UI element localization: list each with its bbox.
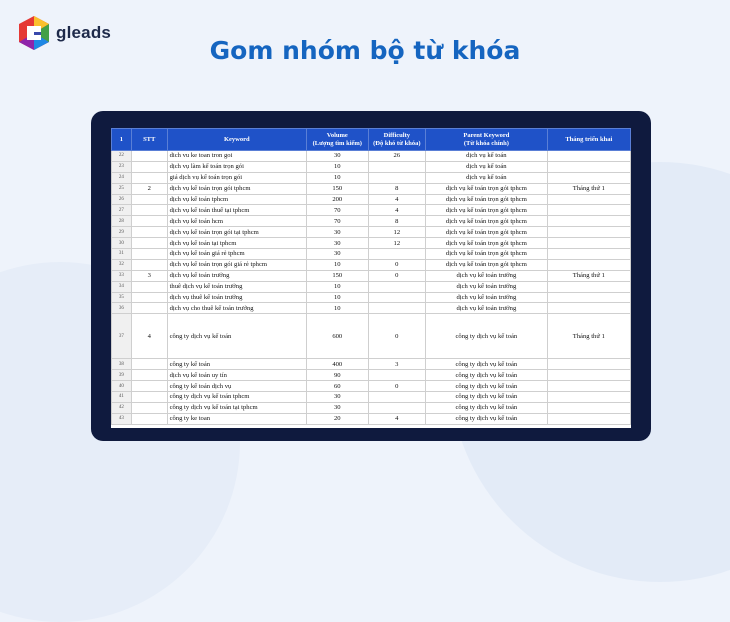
stt-cell[interactable] — [131, 205, 167, 216]
table-row — [112, 161, 631, 172]
volume-cell[interactable]: 200 — [307, 194, 368, 205]
month-cell[interactable] — [547, 381, 630, 392]
keyword-cell[interactable]: thuê dịch vụ kế toán trưởng — [167, 281, 306, 292]
keyword-cell[interactable]: công ty dịch vụ kế toán tphcm — [167, 392, 306, 403]
row-number-cell[interactable]: 22 — [112, 151, 132, 162]
volume-cell[interactable]: 90 — [307, 370, 368, 381]
month-cell[interactable] — [547, 359, 630, 370]
header-keyword[interactable]: Keyword — [167, 129, 306, 151]
header-volume[interactable] — [307, 129, 368, 151]
table-row — [112, 270, 631, 281]
difficulty-cell[interactable] — [368, 402, 426, 413]
difficulty-cell[interactable] — [368, 370, 426, 381]
keyword-cell[interactable]: dịch vụ kế toán trọn gói tphcm — [167, 183, 306, 194]
parent-keyword-cell[interactable]: dịch vụ kế toán trưởng — [426, 270, 547, 281]
parent-keyword-cell[interactable]: dịch vụ kế toán trọn gói tphcm — [426, 249, 547, 260]
month-cell[interactable]: Tháng thứ 1 — [547, 314, 630, 359]
difficulty-cell[interactable]: 0 — [368, 314, 426, 359]
volume-cell[interactable]: 150 — [307, 270, 368, 281]
parent-keyword-cell[interactable]: công ty dịch vụ kế toán — [426, 370, 547, 381]
keyword-cell[interactable]: dịch vụ cho thuê kế toán trưởng — [167, 303, 306, 314]
volume-cell[interactable]: 30 — [307, 402, 368, 413]
volume-cell[interactable]: 70 — [307, 205, 368, 216]
table-row — [112, 303, 631, 314]
row-number-cell[interactable]: 31 — [112, 249, 132, 260]
keyword-cell[interactable]: công ty dịch vụ kế toán — [167, 314, 306, 359]
table-row — [112, 259, 631, 270]
stt-cell[interactable] — [131, 381, 167, 392]
parent-keyword-cell[interactable]: công ty dịch vụ kế toán — [426, 381, 547, 392]
parent-keyword-cell[interactable]: dịch vụ kế toán trọn gói tphcm — [426, 259, 547, 270]
month-cell[interactable] — [547, 161, 630, 172]
month-cell[interactable] — [547, 238, 630, 249]
stt-cell[interactable] — [131, 370, 167, 381]
row-number-cell[interactable]: 39 — [112, 370, 132, 381]
stt-cell[interactable] — [131, 281, 167, 292]
difficulty-cell[interactable]: 0 — [368, 381, 426, 392]
row-number-cell[interactable]: 32 — [112, 259, 132, 270]
parent-keyword-cell[interactable]: dịch vụ kế toán trọn gói tphcm — [426, 194, 547, 205]
month-cell[interactable] — [547, 402, 630, 413]
stt-cell[interactable] — [131, 249, 167, 260]
row-number-cell[interactable]: 42 — [112, 402, 132, 413]
volume-cell[interactable]: 10 — [307, 292, 368, 303]
header-parent-keyword[interactable] — [426, 129, 547, 151]
stt-cell[interactable] — [131, 238, 167, 249]
stt-cell[interactable] — [131, 303, 167, 314]
row-number-cell[interactable]: 38 — [112, 359, 132, 370]
volume-cell[interactable]: 10 — [307, 303, 368, 314]
parent-keyword-cell[interactable]: dịch vụ kế toán trọn gói tphcm — [426, 183, 547, 194]
row-number-cell[interactable]: 36 — [112, 303, 132, 314]
table-row — [112, 172, 631, 183]
difficulty-cell[interactable] — [368, 249, 426, 260]
row-number-cell[interactable]: 30 — [112, 238, 132, 249]
month-cell[interactable] — [547, 281, 630, 292]
volume-cell[interactable]: 10 — [307, 259, 368, 270]
parent-keyword-cell[interactable]: dịch vụ kế toán — [426, 161, 547, 172]
difficulty-cell[interactable]: 12 — [368, 227, 426, 238]
month-cell[interactable] — [547, 392, 630, 403]
keyword-cell[interactable]: dịch vụ thuê kế toán trưởng — [167, 292, 306, 303]
table-row — [112, 402, 631, 413]
parent-keyword-cell[interactable]: dịch vụ kế toán — [426, 151, 547, 162]
volume-cell[interactable]: 10 — [307, 161, 368, 172]
volume-cell[interactable]: 60 — [307, 381, 368, 392]
row-number-cell[interactable]: 34 — [112, 281, 132, 292]
keyword-cell[interactable]: công ty dịch vụ kế toán tại tphcm — [167, 402, 306, 413]
table-row — [112, 413, 631, 424]
table-row — [112, 370, 631, 381]
row-number-cell[interactable]: 33 — [112, 270, 132, 281]
difficulty-cell[interactable] — [368, 303, 426, 314]
difficulty-cell[interactable]: 3 — [368, 359, 426, 370]
parent-keyword-cell[interactable]: công ty dịch vụ kế toán — [426, 413, 547, 424]
row-number-cell[interactable]: 35 — [112, 292, 132, 303]
parent-keyword-cell[interactable]: dịch vụ kế toán trọn gói tphcm — [426, 216, 547, 227]
volume-cell[interactable]: 70 — [307, 216, 368, 227]
parent-keyword-cell[interactable]: dịch vụ kế toán trọn gói tphcm — [426, 238, 547, 249]
laptop-frame — [91, 111, 651, 441]
difficulty-cell[interactable]: 0 — [368, 259, 426, 270]
keyword-cell[interactable]: công ty ke toan — [167, 413, 306, 424]
stt-cell[interactable] — [131, 216, 167, 227]
page-title: Gom nhóm bộ từ khóa — [209, 36, 521, 65]
keyword-cell[interactable]: dịch vụ kế toán thuế tại tphcm — [167, 205, 306, 216]
parent-keyword-cell[interactable]: dịch vụ kế toán trưởng — [426, 281, 547, 292]
table-row — [112, 151, 631, 162]
keyword-cell[interactable]: dịch vụ kế toán trưởng — [167, 270, 306, 281]
table-row — [112, 359, 631, 370]
difficulty-cell[interactable]: 26 — [368, 151, 426, 162]
parent-keyword-cell[interactable]: dịch vụ kế toán trưởng — [426, 292, 547, 303]
table-row — [112, 205, 631, 216]
month-cell[interactable] — [547, 303, 630, 314]
keyword-cell[interactable]: giá dịch vụ kế toán trọn gói — [167, 172, 306, 183]
row-number-cell[interactable]: 24 — [112, 172, 132, 183]
parent-keyword-cell[interactable]: dịch vụ kế toán trọn gói tphcm — [426, 205, 547, 216]
stt-cell[interactable] — [131, 172, 167, 183]
header-volume-sub: (Lượng tìm kiếm) — [312, 139, 362, 147]
month-cell[interactable] — [547, 216, 630, 227]
keyword-cell[interactable]: dịch vụ kế toán trọn gói tại tphcm — [167, 227, 306, 238]
difficulty-cell[interactable]: 4 — [368, 194, 426, 205]
parent-keyword-cell[interactable]: dịch vụ kế toán trọn gói tphcm — [426, 227, 547, 238]
table-row — [112, 183, 631, 194]
stt-cell[interactable] — [131, 413, 167, 424]
header-parent-title: Parent Keyword — [463, 132, 510, 139]
stt-cell[interactable]: 4 — [131, 314, 167, 359]
volume-cell[interactable]: 150 — [307, 183, 368, 194]
stt-cell[interactable] — [131, 227, 167, 238]
difficulty-cell[interactable]: 4 — [368, 413, 426, 424]
month-cell[interactable] — [547, 413, 630, 424]
stt-cell[interactable] — [131, 402, 167, 413]
table-row — [112, 194, 631, 205]
row-number-cell[interactable]: 41 — [112, 392, 132, 403]
header-volume-title: Volume — [326, 132, 348, 139]
month-cell[interactable] — [547, 259, 630, 270]
row-number-cell[interactable]: 28 — [112, 216, 132, 227]
brand-name: gleads — [56, 23, 112, 42]
volume-cell[interactable]: 30 — [307, 227, 368, 238]
parent-keyword-cell[interactable]: dịch vụ kế toán — [426, 172, 547, 183]
month-cell[interactable] — [547, 249, 630, 260]
parent-keyword-cell[interactable]: dịch vụ kế toán trưởng — [426, 303, 547, 314]
volume-cell[interactable]: 30 — [307, 392, 368, 403]
volume-cell[interactable]: 10 — [307, 281, 368, 292]
table-row — [112, 249, 631, 260]
stt-cell[interactable]: 2 — [131, 183, 167, 194]
difficulty-cell[interactable] — [368, 161, 426, 172]
row-number-cell[interactable]: 25 — [112, 183, 132, 194]
volume-cell[interactable]: 30 — [307, 238, 368, 249]
month-cell[interactable] — [547, 205, 630, 216]
row-number-cell[interactable]: 27 — [112, 205, 132, 216]
row-number-cell[interactable]: 23 — [112, 161, 132, 172]
parent-keyword-cell[interactable]: công ty dịch vụ kế toán — [426, 314, 547, 359]
month-cell[interactable] — [547, 194, 630, 205]
difficulty-cell[interactable]: 8 — [368, 183, 426, 194]
row-number-cell[interactable]: 43 — [112, 413, 132, 424]
difficulty-cell[interactable]: 4 — [368, 205, 426, 216]
table-row — [112, 216, 631, 227]
keyword-cell[interactable]: dịch vụ kế toán giá rẻ tphcm — [167, 249, 306, 260]
parent-keyword-cell[interactable]: công ty dịch vụ kế toán — [426, 359, 547, 370]
month-cell[interactable] — [547, 172, 630, 183]
parent-keyword-cell[interactable]: công ty dịch vụ kế toán — [426, 392, 547, 403]
header-difficulty-title: Difficulty — [383, 132, 410, 139]
difficulty-cell[interactable] — [368, 281, 426, 292]
month-cell[interactable]: Tháng thứ 1 — [547, 270, 630, 281]
volume-cell[interactable]: 400 — [307, 359, 368, 370]
month-cell[interactable] — [547, 292, 630, 303]
row-number-cell[interactable]: 40 — [112, 381, 132, 392]
header-row — [112, 129, 631, 151]
stt-cell[interactable] — [131, 392, 167, 403]
difficulty-cell[interactable]: 0 — [368, 270, 426, 281]
keyword-cell[interactable]: dich vu ke toan tron goi — [167, 151, 306, 162]
row-number-cell[interactable]: 26 — [112, 194, 132, 205]
row-number-cell[interactable]: 29 — [112, 227, 132, 238]
month-cell[interactable] — [547, 151, 630, 162]
keyword-cell[interactable]: công ty kế toán dịch vụ — [167, 381, 306, 392]
parent-keyword-cell[interactable]: công ty dịch vụ kế toán — [426, 402, 547, 413]
keyword-cell[interactable]: dịch vụ làm kế toán trọn gói — [167, 161, 306, 172]
volume-cell[interactable]: 600 — [307, 314, 368, 359]
difficulty-cell[interactable] — [368, 172, 426, 183]
corner-cell[interactable]: 1 — [112, 129, 132, 151]
volume-cell[interactable]: 30 — [307, 249, 368, 260]
keyword-cell[interactable]: dịch vụ kế toán tphcm — [167, 194, 306, 205]
keyword-table — [111, 128, 631, 425]
stt-cell[interactable] — [131, 194, 167, 205]
row-number-cell[interactable]: 37 — [112, 314, 132, 359]
difficulty-cell[interactable] — [368, 292, 426, 303]
month-cell[interactable] — [547, 370, 630, 381]
difficulty-cell[interactable]: 12 — [368, 238, 426, 249]
stt-cell[interactable] — [131, 151, 167, 162]
volume-cell[interactable]: 10 — [307, 172, 368, 183]
keyword-cell[interactable]: dịch vụ kế toán tại tphcm — [167, 238, 306, 249]
keyword-cell[interactable]: dịch vụ kế toán hcm — [167, 216, 306, 227]
keyword-cell[interactable]: dịch vụ kế toán uy tín — [167, 370, 306, 381]
volume-cell[interactable]: 20 — [307, 413, 368, 424]
table-row — [112, 314, 631, 359]
stt-cell[interactable] — [131, 292, 167, 303]
stt-cell[interactable] — [131, 161, 167, 172]
table-row — [112, 238, 631, 249]
spreadsheet-screen — [111, 128, 631, 428]
stt-cell[interactable]: 3 — [131, 270, 167, 281]
table-row — [112, 281, 631, 292]
keyword-cell[interactable]: công ty kế toán — [167, 359, 306, 370]
difficulty-cell[interactable] — [368, 392, 426, 403]
header-parent-sub: (Từ khóa chính) — [463, 139, 509, 147]
keyword-cell[interactable]: dịch vụ kế toán trọn gói giá rẻ tphcm — [167, 259, 306, 270]
table-row — [112, 292, 631, 303]
header-stt[interactable]: STT — [131, 129, 167, 151]
month-cell[interactable]: Tháng thứ 1 — [547, 183, 630, 194]
table-row — [112, 381, 631, 392]
header-difficulty-sub: (Độ khó từ khóa) — [373, 139, 421, 147]
stt-cell[interactable] — [131, 359, 167, 370]
stt-cell[interactable] — [131, 259, 167, 270]
month-cell[interactable] — [547, 227, 630, 238]
table-row — [112, 227, 631, 238]
table-row — [112, 392, 631, 403]
volume-cell[interactable]: 30 — [307, 151, 368, 162]
difficulty-cell[interactable]: 8 — [368, 216, 426, 227]
header-difficulty[interactable] — [368, 129, 426, 151]
header-month[interactable]: Tháng triển khai — [547, 129, 630, 151]
